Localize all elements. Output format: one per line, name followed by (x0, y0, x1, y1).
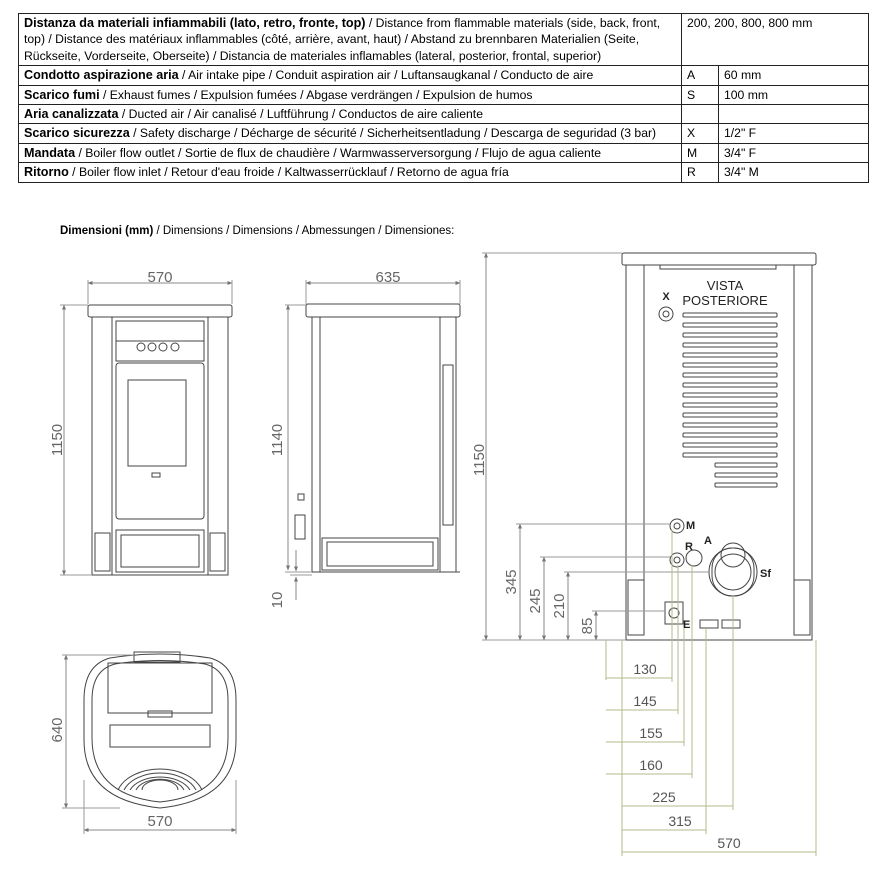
rear-view-title-line2: POSTERIORE (682, 293, 768, 308)
spec-label-rest: / Distance from flammable materials (side, back, front, top) / Distance des matériaux inflammables (côté, arrière, avant, haut) / Abstand zu brennbaren Materialien (Seite, Rückseite, Vorderseite, Oberseite) / Distancia de materiales inflamables (lateral, posterior, frontal, superior) (24, 16, 661, 63)
rear-dim-145: 145 (633, 693, 657, 709)
vent-slot (683, 443, 777, 447)
side-height-dim: 1140 (269, 423, 286, 457)
vent-slot (683, 383, 777, 387)
spec-label-rest: / Ducted air / Air canalisé / Luftführung / Conductos de aire caliente (118, 107, 483, 122)
rear-dim-315: 315 (668, 813, 692, 829)
spec-value: 3/4" M (719, 163, 869, 182)
spec-label-bold: Distanza da materiali infiammabili (lato, retro, fronte, top) (24, 16, 366, 30)
vent-slot (715, 463, 777, 467)
side-foot-dim: 10 (269, 591, 286, 609)
vent-slot (683, 413, 777, 417)
rear-dim-155: 155 (639, 725, 663, 741)
top-width-dim: 570 (147, 813, 173, 830)
spec-label-rest: / Air intake pipe / Conduit aspiration air / Luftansaugkanal / Conducto de aire (178, 68, 594, 83)
rear-dim-225: 225 (652, 789, 676, 805)
spec-label-rest: / Boiler flow inlet / Retour d'eau froide / Kaltwasserrücklauf / Retorno de agua fría (68, 165, 509, 180)
side-view (285, 280, 460, 600)
rear-dim-210: 210 (551, 593, 568, 619)
dimensions-heading: Dimensioni (mm) / Dimensions / Dimensions / Abmessungen / Dimensiones: (60, 225, 455, 237)
spec-label-bold: Mandata (24, 145, 76, 160)
spec-value: 100 mm (719, 85, 869, 104)
rear-view-title-line1: VISTA (706, 278, 744, 293)
spec-label-bold: Ritorno (24, 165, 69, 180)
top-view (62, 652, 236, 834)
label-sf: Sf (760, 568, 771, 580)
front-height-dim: 1150 (49, 423, 66, 457)
rear-dim-245: 245 (527, 588, 544, 614)
vent-slot (715, 483, 777, 487)
spec-value: 60 mm (719, 66, 869, 85)
top-depth-dim: 640 (49, 717, 66, 743)
vent-slot (683, 423, 777, 427)
spec-value: 1/2" F (719, 124, 869, 143)
vent-slot (683, 333, 777, 337)
spec-label-bold: Condotto aspirazione aria (24, 68, 179, 83)
rear-height-dim: 1150 (471, 443, 488, 477)
rear-dim-160: 160 (639, 757, 663, 773)
vent-slot (683, 353, 777, 357)
vent-slot (683, 343, 777, 347)
spec-code: X (682, 124, 719, 143)
rear-dim-130: 130 (633, 661, 657, 677)
rear-dim-85: 85 (579, 617, 596, 635)
side-depth-dim: 635 (375, 269, 401, 286)
label-r: R (685, 541, 693, 553)
vent-slot (715, 473, 777, 477)
vent-slot (683, 453, 777, 457)
front-view (60, 280, 232, 575)
spec-label-rest: / Boiler flow outlet / Sortie de flux de chaudière / Warmwasserversorgung / Flujo de agua caliente (75, 145, 602, 160)
spec-label-bold: Scarico sicurezza (24, 126, 130, 141)
rear-view (482, 253, 816, 640)
front-width-dim: 570 (147, 269, 173, 286)
spec-code: A (682, 66, 719, 85)
vent-slot (683, 373, 777, 377)
spec-code: S (682, 85, 719, 104)
spec-label-rest: / Safety discharge / Décharge de sécurité / Sicherheitsentladung / Descarga de seguridad (3 bar) (129, 126, 657, 141)
vent-slot (683, 393, 777, 397)
label-m: M (686, 520, 696, 532)
vent-slot (683, 433, 777, 437)
spec-value: 3/4" F (719, 143, 869, 162)
label-x: X (662, 291, 670, 303)
spec-label-bold: Aria canalizzata (24, 107, 119, 122)
label-e: E (683, 619, 691, 631)
rear-dim-345: 345 (503, 569, 520, 595)
spec-label-rest: / Exhaust fumes / Expulsion fumées / Abgase verdrängen / Expulsion de humos (99, 87, 533, 102)
spec-label-bold: Scarico fumi (24, 87, 100, 102)
vent-slot (683, 403, 777, 407)
spec-code: R (682, 163, 719, 182)
spec-value: 200, 200, 800, 800 mm (682, 14, 869, 66)
label-a: A (704, 535, 712, 547)
rear-dim-570: 570 (717, 835, 741, 851)
vent-slot (683, 363, 777, 367)
spec-code: M (682, 143, 719, 162)
